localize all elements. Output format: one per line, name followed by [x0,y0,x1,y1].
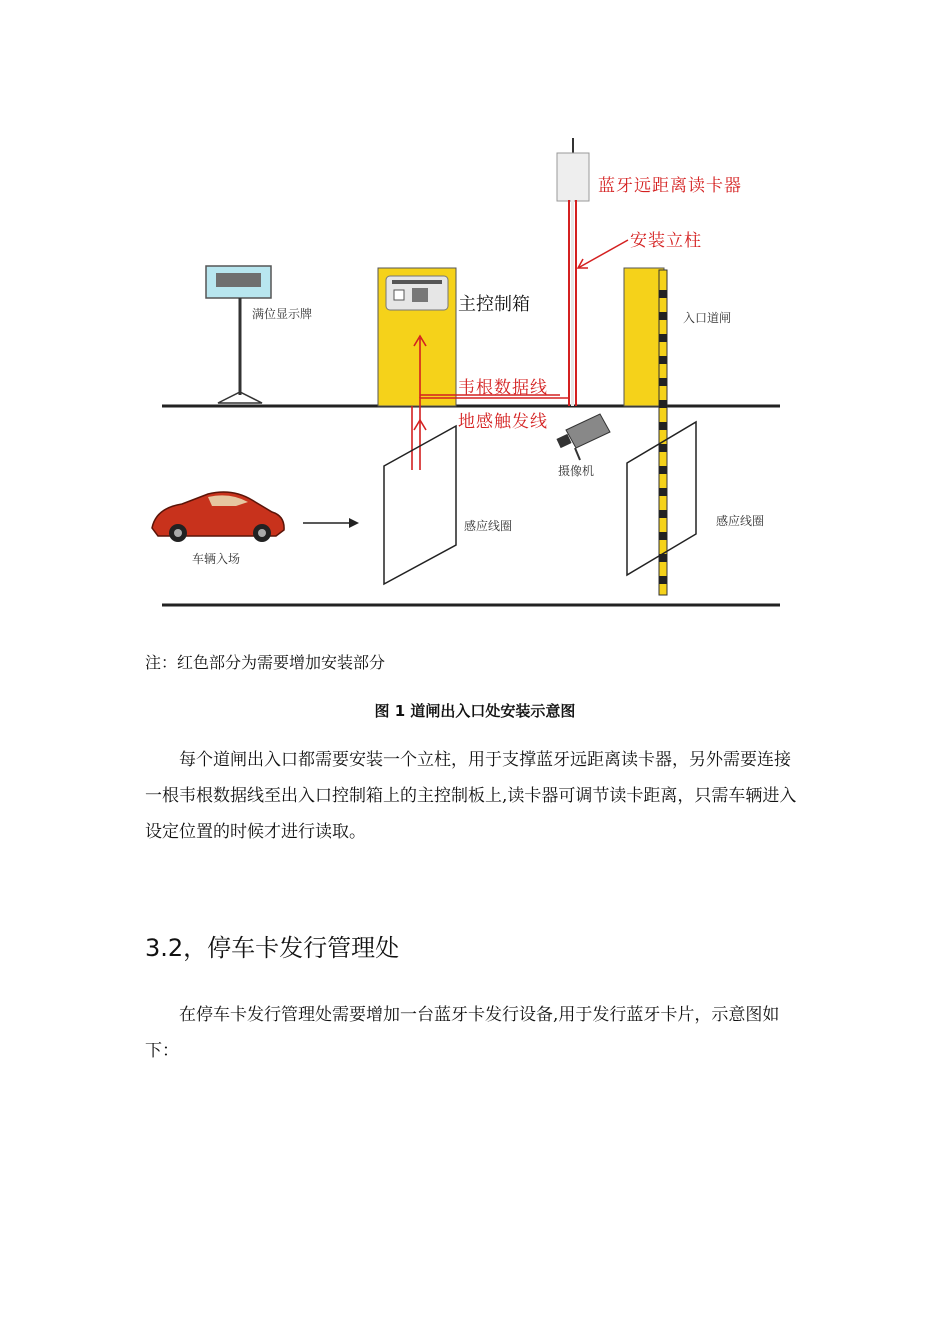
bluetooth-reader [557,138,589,406]
barrier-gate [624,268,667,595]
car-illustration [152,492,284,542]
installation-diagram [0,0,950,640]
bt-reader-label: 蓝牙远距离读卡器 [598,176,742,196]
display-sign-label: 满位显示牌 [252,307,313,321]
paragraph-1 [145,742,805,850]
gate-label: 入口道闸 [683,311,732,325]
loop-right-label: 感应线圈 [716,514,765,528]
pole-label: 安装立柱 [630,231,702,251]
full-display-sign [206,266,271,403]
pole-pointer [578,240,628,268]
diagram-graphics [0,0,950,640]
paragraph-2 [145,997,805,1069]
main-box-label: 主控制箱 [458,294,530,315]
camera-label: 摄像机 [558,464,595,478]
section-heading: 3.2，停车卡发行管理处 [145,934,400,962]
car-label: 车辆入场 [192,552,241,566]
loop-left-label: 感应线圈 [464,519,513,533]
trigger-label: 地感触发线 [458,412,548,432]
main-control-box [378,268,456,406]
paragraph-1-text: 每个道闸出入口都需要安装一个立柱，用于支撑蓝牙远距离读卡器，另外需要连接一根韦根数据线至出入口控制箱上的主控制板上,读卡器可调节读卡距离，只需车辆进入设定位置的时候才进行读取。 [145,750,797,842]
wiegand-label: 韦根数据线 [458,378,548,398]
figure-note: 注：红色部分为需要增加安装部分 [145,653,386,672]
camera [556,414,610,460]
figure-caption: 图 1 道闸出入口处安装示意图 [374,702,576,720]
paragraph-2-text: 在停车卡发行管理处需要增加一台蓝牙卡发行设备,用于发行蓝牙卡片，示意图如下： [145,1005,780,1061]
